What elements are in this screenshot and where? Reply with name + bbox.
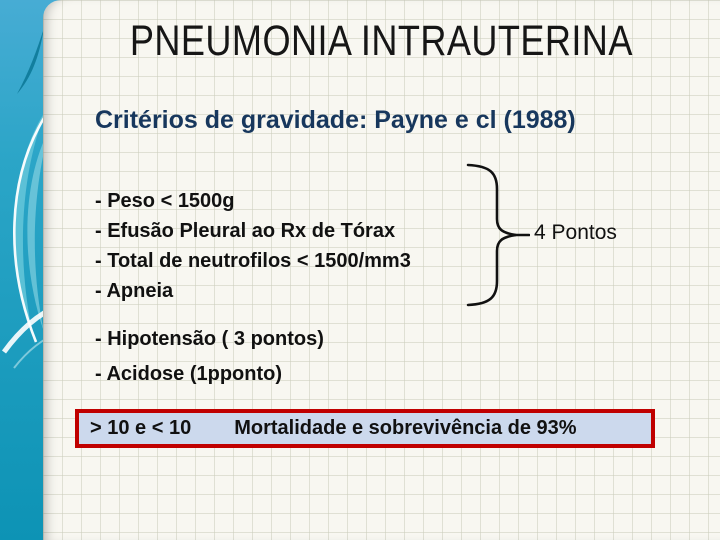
other-criteria-list: [95, 322, 324, 392]
criteria-item: - Peso < 1500g: [95, 190, 235, 212]
summary-range: > 10 e < 10: [90, 417, 192, 439]
score-label: 4 Pontos: [534, 221, 617, 244]
criteria-item: - Efusão Pleural ao Rx de Tórax: [95, 220, 396, 242]
criteria-item: - Apneia: [95, 280, 174, 302]
slide-title: PNEUMONIA INTRAUTERINA: [130, 17, 633, 65]
criteria-item: - Total de neutrofilos < 1500/mm3: [95, 250, 411, 272]
criteria-item: - Hipotensão ( 3 pontos): [95, 328, 324, 350]
summary-box: [75, 409, 655, 448]
criteria-item: - Acidose (1pponto): [95, 363, 283, 385]
curly-brace-icon: [466, 160, 530, 310]
summary-statement: Mortalidade e sobrevivência de 93%: [234, 417, 577, 439]
scored-criteria-list: [95, 186, 411, 306]
slide-subtitle: Critérios de gravidade: Payne e cl (1988): [95, 106, 576, 134]
